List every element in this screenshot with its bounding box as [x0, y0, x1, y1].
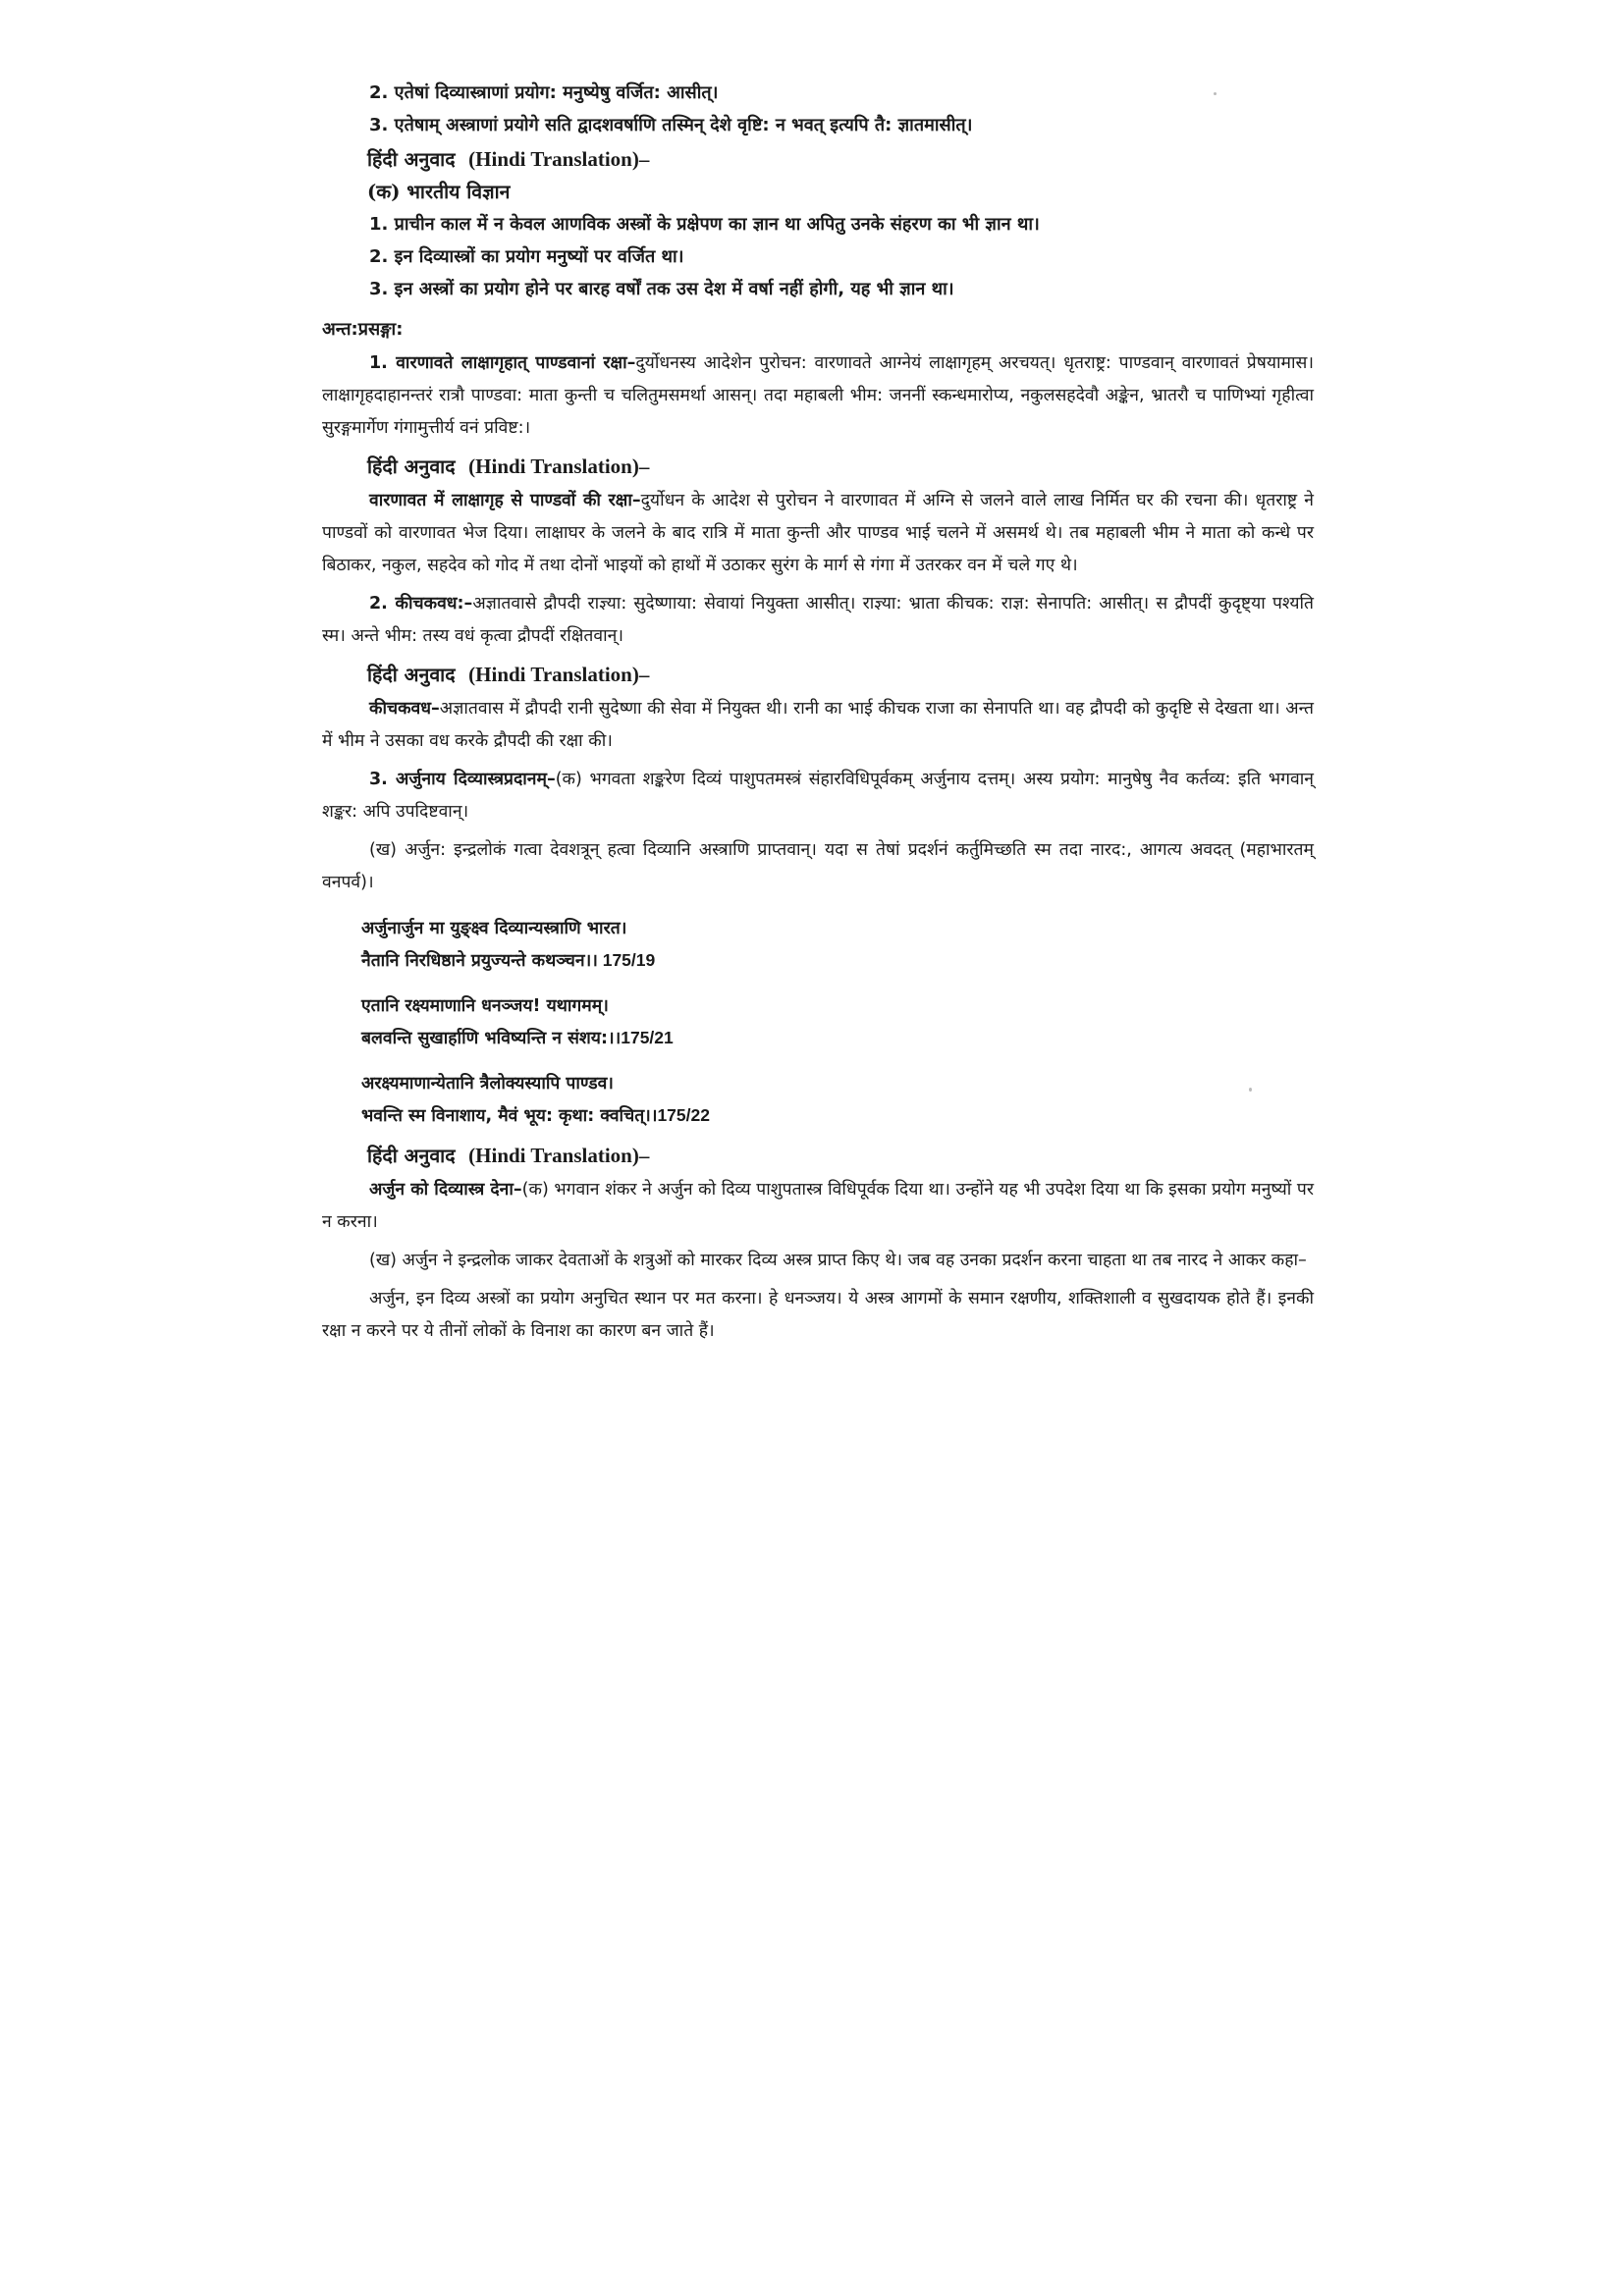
- paragraph-lead: अर्जुन को दिव्यास्त्र देना–: [369, 1180, 522, 1200]
- paragraph-text: (क) भगवान शंकर ने अर्जुन को दिव्य पाशुपतास्त्र विधिपूर्वक दिया था। उन्होंने यह भी उपदेश दिया था कि इसका प्रयोग मनुष्यों पर न करना।: [322, 1180, 1314, 1232]
- verse-2: [322, 990, 1314, 1054]
- paragraph-text: अज्ञातवासे द्रौपदी राज्ञ्या: सुदेष्णाया: सेवायां नियुक्ता आसीत्। राज्ञ्या: भ्राता कीचक: राज्ञ: सेनापति: आसीत्। स द्रौपदीं कुदृष्ट्या पश्यति स्म। अन्ते भीम: तस्य वधं कृत्वा द्रौपदीं रक्षितवान्।: [322, 594, 1314, 646]
- translation-heading-hindi: हिंदी अनुवाद: [367, 664, 456, 686]
- paragraph-text: अज्ञातवास में द्रौपदी रानी सुदेष्णा की सेवा में नियुक्त थी। रानी का भाई कीचक राजा का सेनापति था। वह द्रौपदी को कुदृष्टि से देखता था। अन्त में भीम ने उसका वध करके द्रौपदी की रक्षा की।: [322, 699, 1314, 751]
- verse-line-text: भवन्ति स्म विनाशाय, मैवं भूय: कृथा: क्वचित्।।: [361, 1106, 658, 1126]
- verse-line: [361, 1099, 1314, 1132]
- antah-prasanga-heading: अन्त:प्रसङ्गा:: [322, 319, 404, 340]
- verse-line: [361, 1022, 1314, 1054]
- sanskrit-point-2: 2. एतेषां दिव्यास्त्राणां प्रयोग: मनुष्येषु वर्जित: आसीत्।: [369, 82, 719, 103]
- paragraph-lead: 3. अर्जुनाय दिव्यास्त्रप्रदानम्–: [369, 770, 556, 789]
- verse-1: [322, 913, 1314, 977]
- verse-line: अर्जुनार्जुन मा युङ्क्ष्व दिव्यान्यस्त्राणि भारत।: [361, 919, 627, 938]
- verse-3: [322, 1068, 1314, 1132]
- verse-line: एतानि रक्ष्यमाणानि धनञ्जय! यथागमम्।: [361, 996, 609, 1016]
- section-ka-item-1: 1. प्राचीन काल में न केवल आणविक अस्त्रों के प्रक्षेपण का ज्ञान था अपितु उनके संहरण का भी ज्ञान था।: [369, 214, 1040, 235]
- translation-heading-english: (Hindi Translation)–: [468, 147, 650, 171]
- verse-line: [361, 944, 1314, 977]
- translation-heading-english: (Hindi Translation)–: [468, 1144, 650, 1167]
- translation-heading: [322, 659, 1314, 691]
- scan-speck: [1249, 1088, 1252, 1092]
- paragraph-divyastra-kha-sanskrit: (ख) अर्जुन: इन्द्रलोकं गत्वा देवशत्रून् हत्वा दिव्यानि अस्त्राणि प्राप्तवान्। यदा स तेषां प्रदर्शनं कर्तुमिच्छति स्म तदा नारद:, आगत्य अवदत् (महाभारतम् वनपर्व)।: [322, 840, 1314, 892]
- paragraph-text: दुर्योधन के आदेश से पुरोचन ने वारणावत में अग्नि से जलने वाले लाख निर्मित घर की रचना की। धृतराष्ट्र ने पाण्डवों को वारणावत भेज दिया। लाक्षाघर के जलने के बाद रात्रि में माता कुन्ती और पाण्डव भाई चलने में असमर्थ थे। तब महाबली भीम ने माता को कन्धे पर बिठाकर, नकुल, सहदेव को गोद में तथा दोनों भाइयों को हाथों में उठाकर सुरंग के मार्ग से गंगा में उतरकर वन में चले गए थे।: [322, 491, 1314, 575]
- verse-reference: 175/22: [657, 1105, 710, 1125]
- paragraph-varanavat-hindi: [322, 485, 1314, 582]
- verse-reference: 175/19: [597, 950, 656, 970]
- paragraph-divyastra-hindi: [322, 1174, 1314, 1239]
- sanskrit-points-list: [322, 77, 1314, 141]
- paragraph-lead: 2. कीचकवध:–: [369, 594, 473, 614]
- paragraph-divyastra-sanskrit: [322, 764, 1314, 828]
- paragraph-text: दुर्योधनस्य आदेशेन पुरोचन: वारणावते आग्नेयं लाक्षागृहम् अरचयत्। धृतराष्ट्र: पाण्डवान् वारणावतं प्रेषयामास। लाक्षागृहदाहानन्तरं रात्रौ पाण्डवा: माता कुन्ती च चलितुमसमर्था आसन्। तदा महाबली भीम: जननीं स्कन्धमारोप्य, नकुलसहदेवौ अङ्केन, भ्रातरौ च पाणिभ्यां गृहीत्वा सुरङ्गमार्गेण गंगामुत्तीर्य वनं प्रविष्ट:।: [322, 353, 1314, 438]
- verse-line-text: बलवन्ति सुखार्हाणि भविष्यन्ति न संशय:।।: [361, 1029, 622, 1048]
- document-page: [322, 77, 1314, 1354]
- paragraph-lead: वारणावत में लाक्षागृह से पाण्डवों की रक्षा–: [369, 491, 641, 510]
- translation-heading-english: (Hindi Translation)–: [468, 663, 650, 686]
- section-ka-title: (क) भारतीय विज्ञान: [367, 181, 511, 203]
- translation-heading-hindi: हिंदी अनुवाद: [367, 455, 456, 478]
- paragraph-lead: कीचकवध–: [369, 699, 440, 719]
- section-ka-item-2: 2. इन दिव्यास्त्रों का प्रयोग मनुष्यों पर वर्जित था।: [369, 246, 684, 267]
- section-ka-item-3: 3. इन अस्त्रों का प्रयोग होने पर बारह वर्षों तक उस देश में वर्षा नहीं होगी, यह भी ज्ञान था।: [369, 279, 954, 299]
- translation-heading: [322, 451, 1314, 483]
- translation-heading: [322, 143, 1314, 176]
- paragraph-varanavat-sanskrit: [322, 347, 1314, 445]
- verse-line: अरक्ष्यमाणान्येतानि त्रैलोक्यस्यापि पाण्डव।: [361, 1074, 614, 1094]
- paragraph-text: (क) भगवता शङ्करेण दिव्यं पाशुपतमस्त्रं संहारविधिपूर्वकम् अर्जुनाय दत्तम्। अस्य प्रयोग: मानुषेषु नैव कर्तव्य: इति भगवान् शङ्कर: अपि उपदिष्टवान्।: [322, 770, 1314, 822]
- paragraph-divyastra-kha-hindi: (ख) अर्जुन ने इन्द्रलोक जाकर देवताओं के शत्रुओं को मारकर दिव्य अस्त्र प्राप्त किए थे। जब वह उनका प्रदर्शन करना चाहता था तब नारद ने आकर कहा–: [369, 1251, 1307, 1270]
- translation-heading-hindi: हिंदी अनुवाद: [367, 148, 456, 171]
- paragraph-lead: 1. वारणावते लाक्षागृहात् पाण्डवानां रक्षा–: [369, 353, 636, 373]
- translation-heading-hindi: हिंदी अनुवाद: [367, 1145, 456, 1167]
- verse-line-text: नैतानि निरधिष्ठाने प्रयुज्यन्ते कथञ्चन।।: [361, 951, 598, 971]
- translation-heading-english: (Hindi Translation)–: [468, 454, 650, 478]
- paragraph-kichakavadh-hindi: [322, 693, 1314, 758]
- scan-speck: [1214, 92, 1217, 95]
- paragraph-narada-advice-hindi: अर्जुन, इन दिव्य अस्त्रों का प्रयोग अनुचित स्थान पर मत करना। हे धनञ्जय। ये अस्त्र आगमों के समान रक्षणीय, शक्तिशाली व सुखदायक होते हैं। इनकी रक्षा न करने पर ये तीनों लोकों के विनाश का कारण बन जाते हैं।: [322, 1289, 1314, 1341]
- paragraph-kichakavadh-sanskrit: [322, 588, 1314, 653]
- sanskrit-point-3: 3. एतेषाम् अस्त्राणां प्रयोगे सति द्वादशवर्षाणि तस्मिन् देशे वृष्टि: न भवत् इत्यपि तै: ज्ञातमासीत्।: [369, 115, 973, 135]
- translation-heading: [322, 1140, 1314, 1172]
- verse-reference: 175/21: [621, 1028, 674, 1047]
- section-ka-list: [322, 208, 1314, 305]
